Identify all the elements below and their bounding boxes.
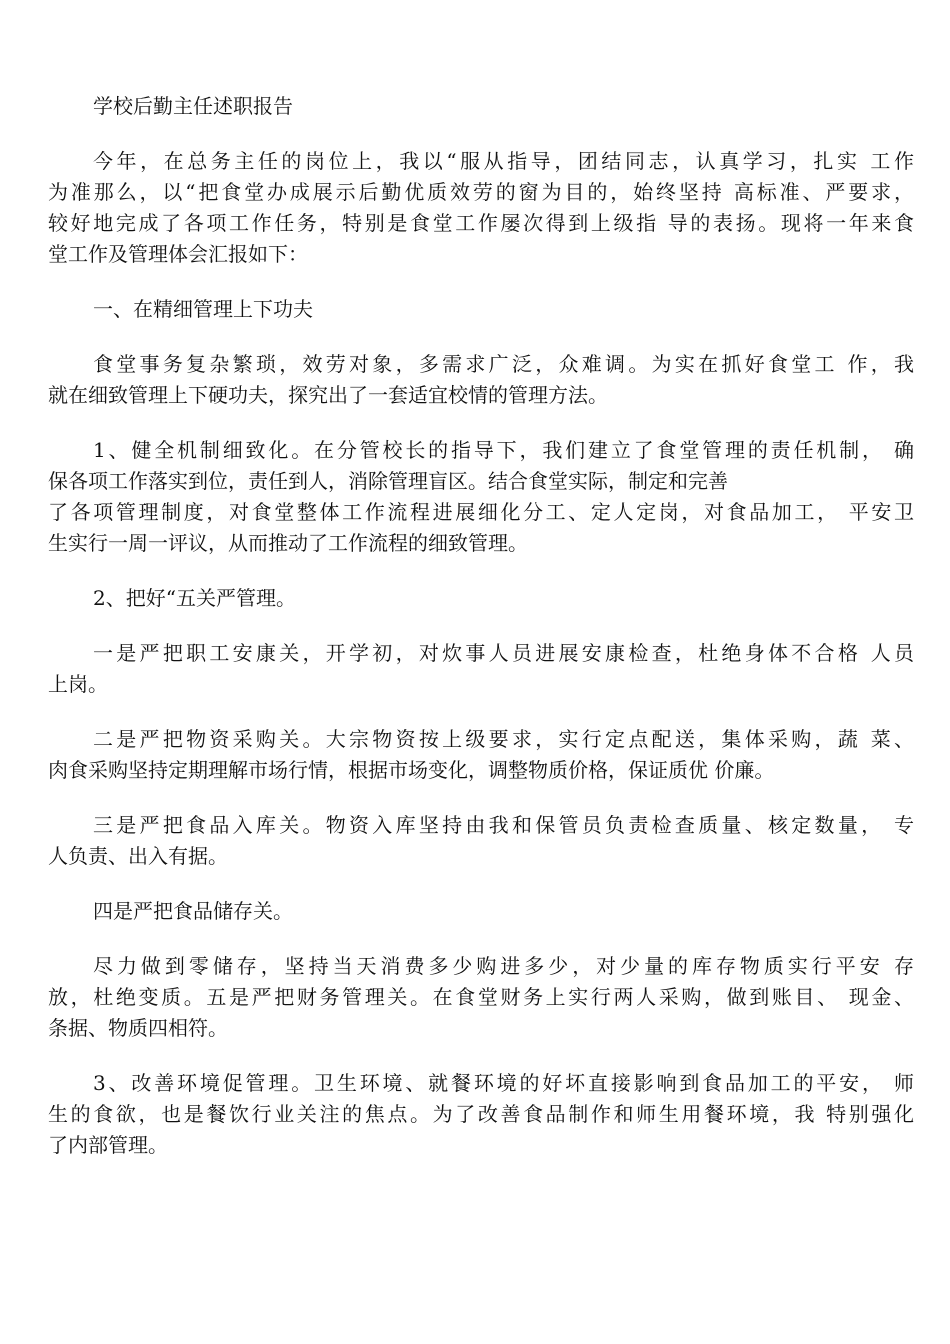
- paragraph-line: 为准那么，以“把食堂办成展示后勤优质效劳的窗为目的，始终坚持 高标准、严要求，: [48, 180, 914, 204]
- paragraph-line: 生实行一周一评议，从而推动了工作流程的细致管理。: [48, 531, 528, 555]
- paragraph-item-2-4: [48, 896, 914, 927]
- paragraph-line: 二是严把物资采购关。大宗物资按上级要求，实行定点配送，集体采购，蔬 菜、: [93, 727, 914, 751]
- paragraph-line: 2、把好“五关严管理。: [93, 586, 296, 610]
- paragraph-line: 就在细致管理上下硬功夫，探究出了一套适宜校情的管理方法。: [48, 383, 608, 407]
- paragraph-line: 三是严把食品入库关。物资入库坚持由我和保管员负责检查质量、核定数量， 专: [93, 813, 914, 837]
- paragraph-line: 堂工作及管理体会汇报如下：: [48, 242, 308, 266]
- paragraph-line: 保各项工作落实到位，责任到人，消除管理盲区。结合食堂实际，制定和完善: [48, 469, 728, 493]
- paragraph-line: 了内部管理。: [48, 1133, 168, 1157]
- paragraph-line: 一是严把职工安康关，开学初，对炊事人员进展安康检查，杜绝身体不合格 人员: [93, 641, 914, 665]
- paragraph-line: 人负责、出入有据。: [48, 844, 228, 868]
- paragraph-line: 上岗。: [48, 672, 108, 696]
- paragraph-line: 条据、物质四相符。: [48, 1016, 228, 1040]
- section-heading-1: [48, 294, 914, 325]
- paragraph-item-2-2: [48, 724, 914, 786]
- paragraph-item-2-1: [48, 638, 914, 700]
- paragraph-line: 了各项管理制度，对食堂整体工作流程进展细化分工、定人定岗，对食品加工， 平安卫: [48, 500, 914, 524]
- paragraph-item-3: [48, 1068, 914, 1161]
- paragraph-line: 生的食欲，也是餐饮行业关注的焦点。为了改善食品制作和师生用餐环境，我 特别强化: [48, 1102, 914, 1126]
- section-heading-text: 一、在精细管理上下功夫: [93, 297, 313, 321]
- paragraph-line: 3、改善环境促管理。卫生环境、就餐环境的好坏直接影响到食品加工的平安， 师: [93, 1071, 914, 1095]
- paragraph-line: 放，杜绝变质。五是严把财务管理关。在食堂财务上实行两人采购，做到账目、 现金、: [48, 985, 914, 1009]
- paragraph-line: 今年，在总务主任的岗位上，我以“服从指导，团结同志，认真学习，扎实 工作: [93, 149, 914, 173]
- paragraph-line: 四是严把食品储存关。: [93, 899, 293, 923]
- paragraph-food-affairs: [48, 349, 914, 411]
- paragraph-intro: [48, 146, 914, 270]
- paragraph-item-1: [48, 435, 914, 559]
- title-text: 学校后勤主任述职报告: [93, 94, 293, 118]
- paragraph-line: 1、健全机制细致化。在分管校长的指导下，我们建立了食堂管理的责任机制， 确: [93, 438, 914, 462]
- paragraph-item-2: [48, 583, 914, 614]
- paragraph-line: 肉食采购坚持定期理解市场行情，根据市场变化，调整物质价格，保证质优 价廉。: [48, 758, 775, 782]
- document-title: [48, 91, 914, 122]
- paragraph-line: 较好地完成了各项工作任务，特别是食堂工作屡次得到上级指 导的表扬。现将一年来食: [48, 211, 914, 235]
- paragraph-item-2-5: [48, 951, 914, 1044]
- document-page: [48, 91, 914, 1185]
- paragraph-line: 食堂事务复杂繁琐，效劳对象，多需求广泛，众难调。为实在抓好食堂工 作，我: [93, 352, 914, 376]
- paragraph-line: 尽力做到零储存，坚持当天消费多少购进多少，对少量的库存物质实行平安 存: [93, 954, 914, 978]
- paragraph-item-2-3: [48, 810, 914, 872]
